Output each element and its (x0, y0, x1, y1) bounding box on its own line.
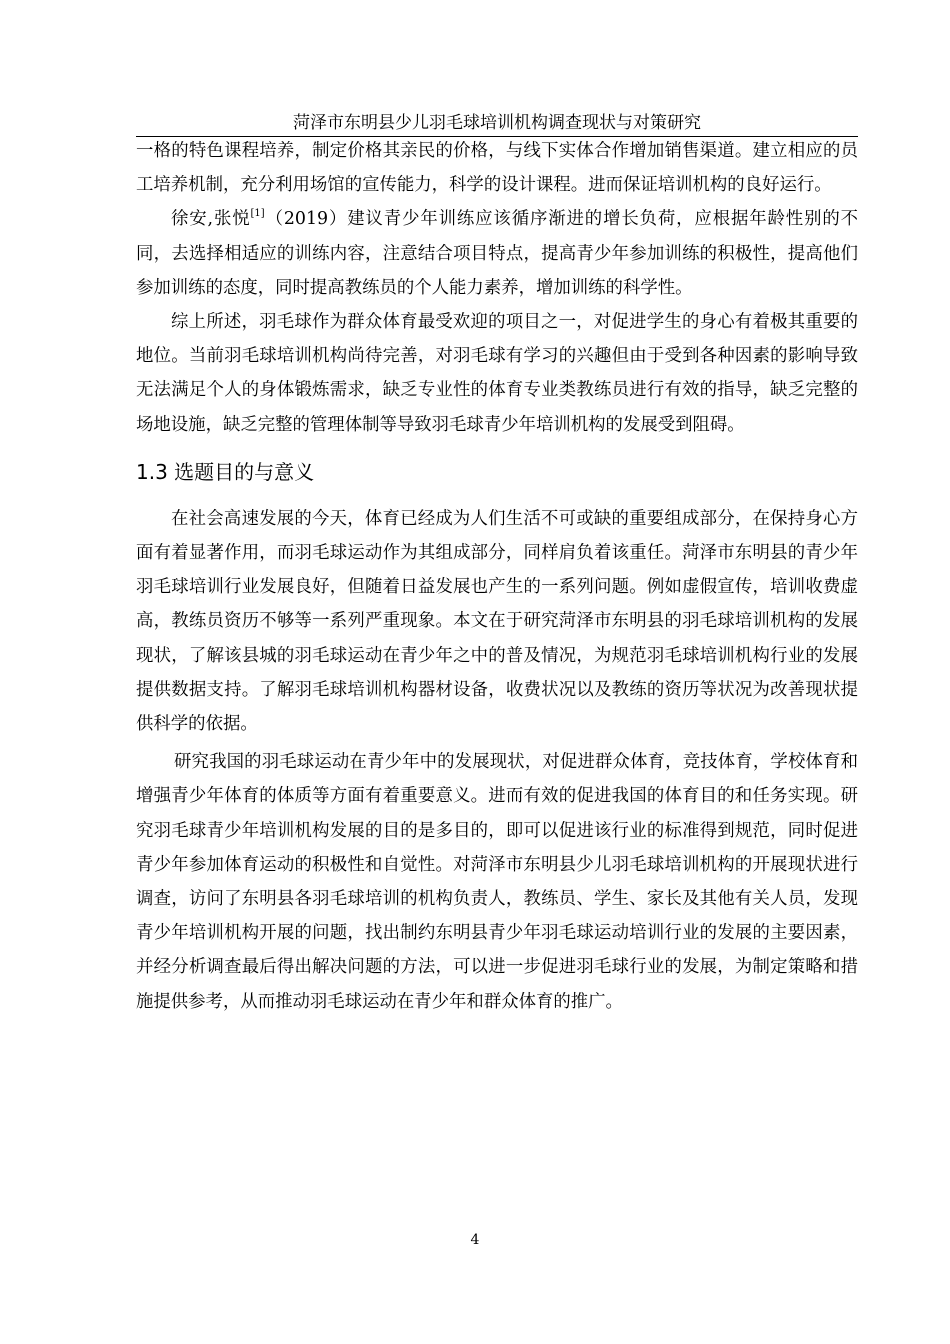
page-header-title: 菏泽市东明县少儿羽毛球培训机构调查现状与对策研究 (293, 113, 701, 133)
page-number: 4 (470, 1232, 480, 1248)
paragraph-significance: 研究我国的羽毛球运动在青少年中的发展现状，对促进群众体育，竞技体育，学校体育和增强青少年体育的体质等方面有着重要意义。进而有效的促进我国的体育目的和任务实现。研究羽毛球青少年培训机构发展的目的是多目的，即可以促进该行业的标准得到规范，同时促进青少年参加体育运动的积极性和自觉性。对菏泽市东明县少儿羽毛球培训机构的开展现状进行调查，访问了东明县各羽毛球培训的机构负责人，教练员、学生、家长及其他有关人员，发现青少年培训机构开展的问题，找出制约东明县青少年羽毛球运动培训行业的发展的主要因素，并经分析调查最后得出解决问题的方法，可以进一步促进羽毛球行业的发展，为制定策略和措施提供参考，从而推动羽毛球运动在青少年和群众体育的推广。 (136, 752, 858, 1012)
citation-reference[interactable]: [1] (250, 208, 265, 220)
section-heading: 1.3 选题目的与意义 (136, 459, 315, 484)
paragraph-purpose: 在社会高速发展的今天，体育已经成为人们生活不可或缺的重要组成部分，在保持身心方面有着显著作用，而羽毛球运动作为其组成部分，同样肩负着该重任。菏泽市东明县的青少年羽毛球培训行业发展良好，但随着日益发展也产生的一系列问题。例如虚假宣传，培训收费虚高，教练员资历不够等一系列严重现象。本文在于研究菏泽市东明县的羽毛球培训机构的发展现状，了解该县城的羽毛球运动在青少年之中的普及情况，为规范羽毛球培训机构行业的发展提供数据支持。了解羽毛球培训机构器材设备，收费状况以及教练的资历等状况为改善现状提供科学的依据。 (136, 508, 858, 735)
page-body (136, 134, 858, 1019)
paragraph-summary: 综上所述，羽毛球作为群众体育最受欢迎的项目之一，对促进学生的身心有着极其重要的地位。当前羽毛球培训机构尚待完善，对羽毛球有学习的兴趣但由于受到各种因素的影响导致无法满足个人的身体锻炼需求，缺乏专业性的体育专业类教练员进行有效的指导，缺乏完整的场地设施，缺乏完整的管理体制等导致羽毛球青少年培训机构的发展受到阻碍。 (136, 312, 858, 435)
citation-authors: 徐安,张悦 (171, 209, 251, 230)
paragraph-citation (136, 202, 858, 305)
paragraph-continued: 一格的特色课程培养，制定价格其亲民的价格，与线下实体合作增加销售渠道。建立相应的员工培养机制，充分利用场馆的宣传能力，科学的设计课程。进而保证培训机构的良好运行。 (136, 141, 858, 196)
citation-text: （2019）建议青少年训练应该循序渐进的增长负荷，应根据年龄性别的不同，去选择相适应的训练内容，注意结合项目特点，提高青少年参加训练的积极性，提高他们参加训练的态度，同时提高教练员的个人能力素养，增加训练的科学性。 (136, 209, 859, 298)
